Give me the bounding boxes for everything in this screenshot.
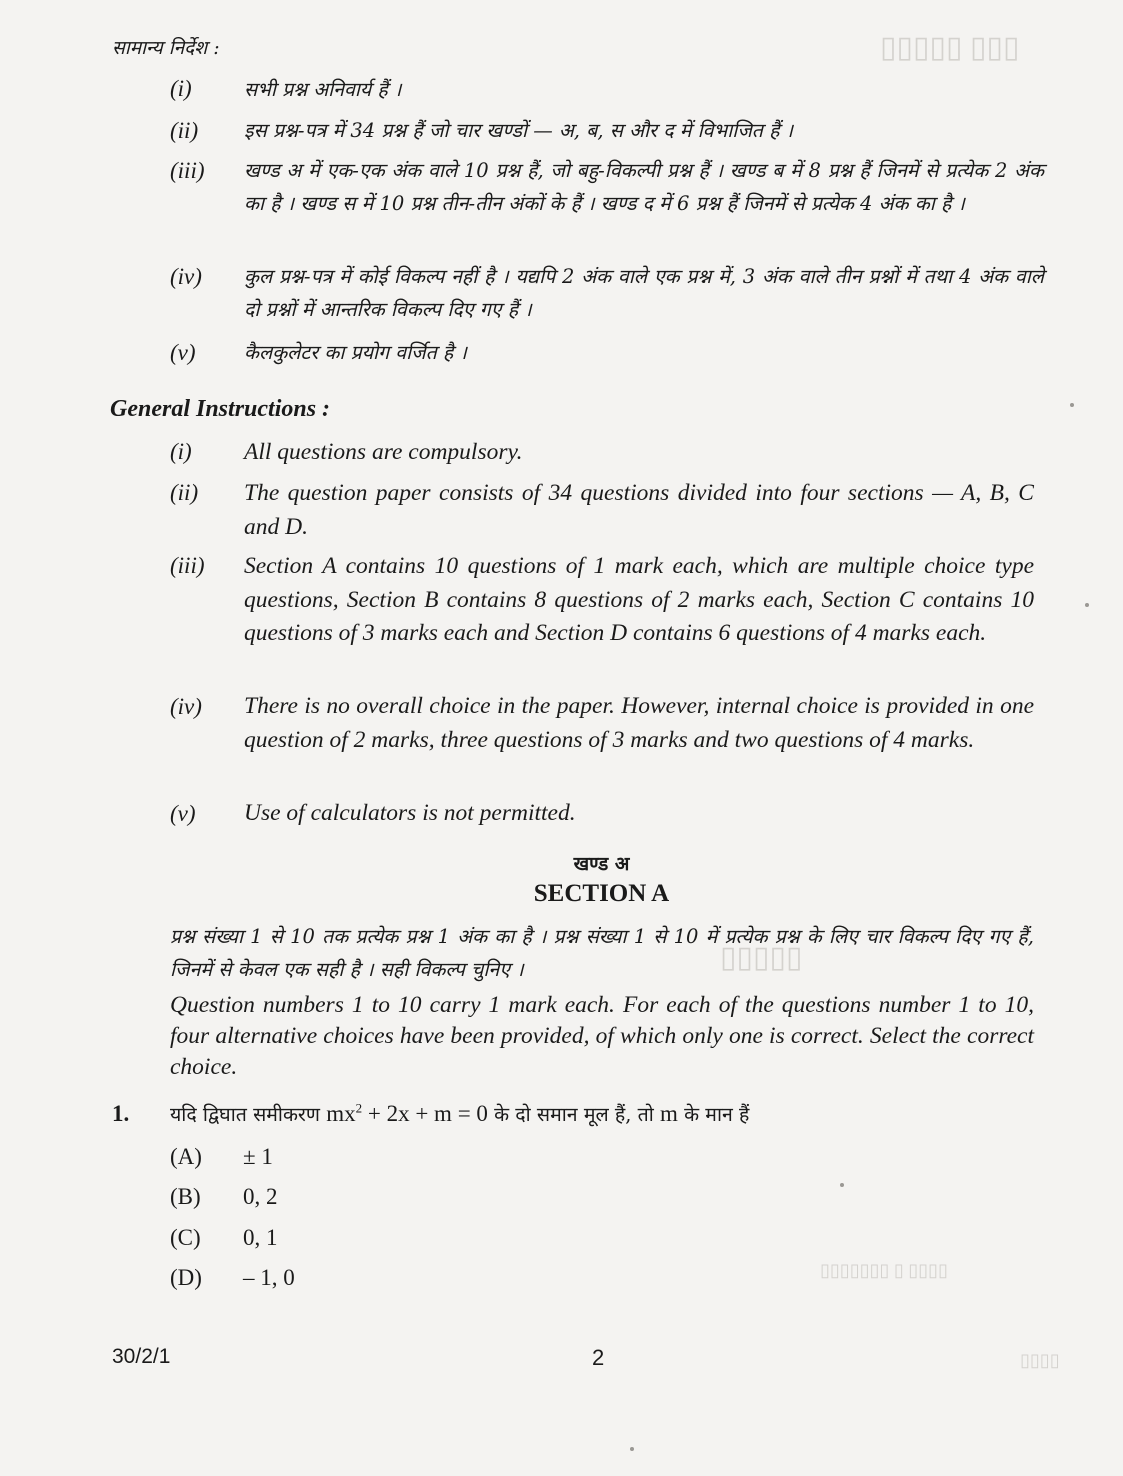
english-item-number: (iii) (170, 553, 205, 578)
paper-speck (630, 1447, 634, 1451)
equation-exponent: 2 (355, 1100, 363, 1116)
show-through-mark: ▯▯▯▯▯ (720, 941, 803, 974)
question-variable: m (660, 1101, 678, 1126)
equation-term: mx (326, 1101, 356, 1126)
page-number: 2 (592, 1345, 605, 1370)
hindi-instructions-heading: सामान्य निर्देश : (112, 37, 220, 59)
paper-speck (1070, 403, 1074, 407)
paper-code: 30/2/1 (112, 1345, 171, 1368)
english-item-number: (ii) (170, 480, 199, 505)
show-through-mark: ▯▯▯▯▯ ▯▯▯ (880, 31, 1020, 64)
english-item-text: There is no overall choice in the paper. However, internal choice is provided in one question of 2 marks, three questions of 3 marks and two questions of 4 marks. (244, 693, 1034, 753)
option-label: (A) (170, 1144, 202, 1169)
english-instructions-heading: General Instructions : (110, 396, 331, 422)
option-label: (C) (170, 1225, 201, 1250)
hindi-item-number: (iii) (170, 158, 205, 183)
english-item-text: Section A contains 10 questions of 1 mark each, which are multiple choice type questions, Section B contains 8 questions of 2 marks each, Section C contains 10 questions of 3 marks each and Section D contains 6 questions of 4 marks each. (244, 553, 1034, 646)
equation (326, 1101, 488, 1126)
question-text-part: के मान हैं (684, 1103, 750, 1126)
equation-rest: + 2x + m = 0 (367, 1101, 488, 1126)
question-text (170, 1100, 749, 1127)
hindi-item-text: सभी प्रश्न अनिवार्य हैं । (244, 78, 402, 101)
english-item-number: (i) (170, 439, 192, 464)
section-title-hindi: खण्ड अ (573, 853, 630, 875)
english-item-text: All questions are compulsory. (244, 439, 523, 465)
show-through-mark: ▯▯▯▯ (1020, 1350, 1060, 1370)
section-note-hindi: प्रश्न संख्या 1 से 10 तक प्रत्येक प्रश्न 1 अंक का है । प्रश्न संख्या 1 से 10 में प्रत्येक प्रश्न के लिए चार विकल्प दिए गए हैं, जिनमें से केवल एक सही है । सही विकल्प चुनिए । (170, 925, 1034, 981)
hindi-item-number: (ii) (170, 118, 199, 143)
option-value: ± 1 (243, 1144, 273, 1169)
option-value: 0, 2 (243, 1184, 278, 1209)
question-text-part: के दो समान मूल हैं, तो (494, 1103, 654, 1126)
section-note-english: Question numbers 1 to 10 carry 1 mark each. For each of the questions number 1 to 10, four alternative choices have been provided, of which only one is correct. Select the correct choice. (170, 992, 1034, 1080)
hindi-item-number: (iv) (170, 264, 202, 289)
show-through-mark: ▯▯▯▯▯▯▯ ▯ ▯▯▯▯ (820, 1260, 948, 1280)
question-number: 1. (112, 1101, 130, 1126)
option-value: – 1, 0 (243, 1265, 295, 1290)
section-title-english: SECTION A (533, 880, 670, 907)
english-item-text: Use of calculators is not permitted. (244, 800, 576, 826)
hindi-item-text: कैलकुलेटर का प्रयोग वर्जित है । (244, 341, 467, 364)
english-item-number: (v) (170, 801, 196, 826)
option-label: (D) (170, 1265, 202, 1290)
question-text-part: यदि द्विघात समीकरण (170, 1103, 321, 1126)
english-item-number: (iv) (170, 694, 202, 719)
hindi-item-text: कुल प्रश्न-पत्र में कोई विकल्प नहीं है । यद्यपि 2 अंक वाले एक प्रश्न में, 3 अंक वाले तीन प्रश्नों में तथा 4 अंक वाले दो प्रश्नों में आन्तरिक विकल्प दिए गए हैं । (244, 265, 1044, 321)
option-value: 0, 1 (243, 1225, 278, 1250)
english-item-text: The question paper consists of 34 questions divided into four sections — A, B, C and D. (244, 480, 1034, 540)
hindi-item-number: (i) (170, 76, 192, 101)
paper-speck (840, 1183, 844, 1187)
paper-speck (1085, 603, 1089, 607)
hindi-item-text: इस प्रश्न-पत्र में 34 प्रश्न हैं जो चार खण्डों — अ, ब, स और द में विभाजित हैं । (244, 119, 794, 142)
hindi-item-number: (v) (170, 340, 196, 365)
hindi-item-text: खण्ड अ में एक-एक अंक वाले 10 प्रश्न हैं, जो बहु-विकल्पी प्रश्न हैं । खण्ड ब में 8 प्रश्न हैं जिनमें से प्रत्येक 2 अंक का है । खण्ड स में 10 प्रश्न तीन-तीन अंकों के हैं । खण्ड द में 6 प्रश्न हैं जिनमें से प्रत्येक 4 अंक का है । (244, 159, 1044, 215)
option-label: (B) (170, 1184, 201, 1209)
